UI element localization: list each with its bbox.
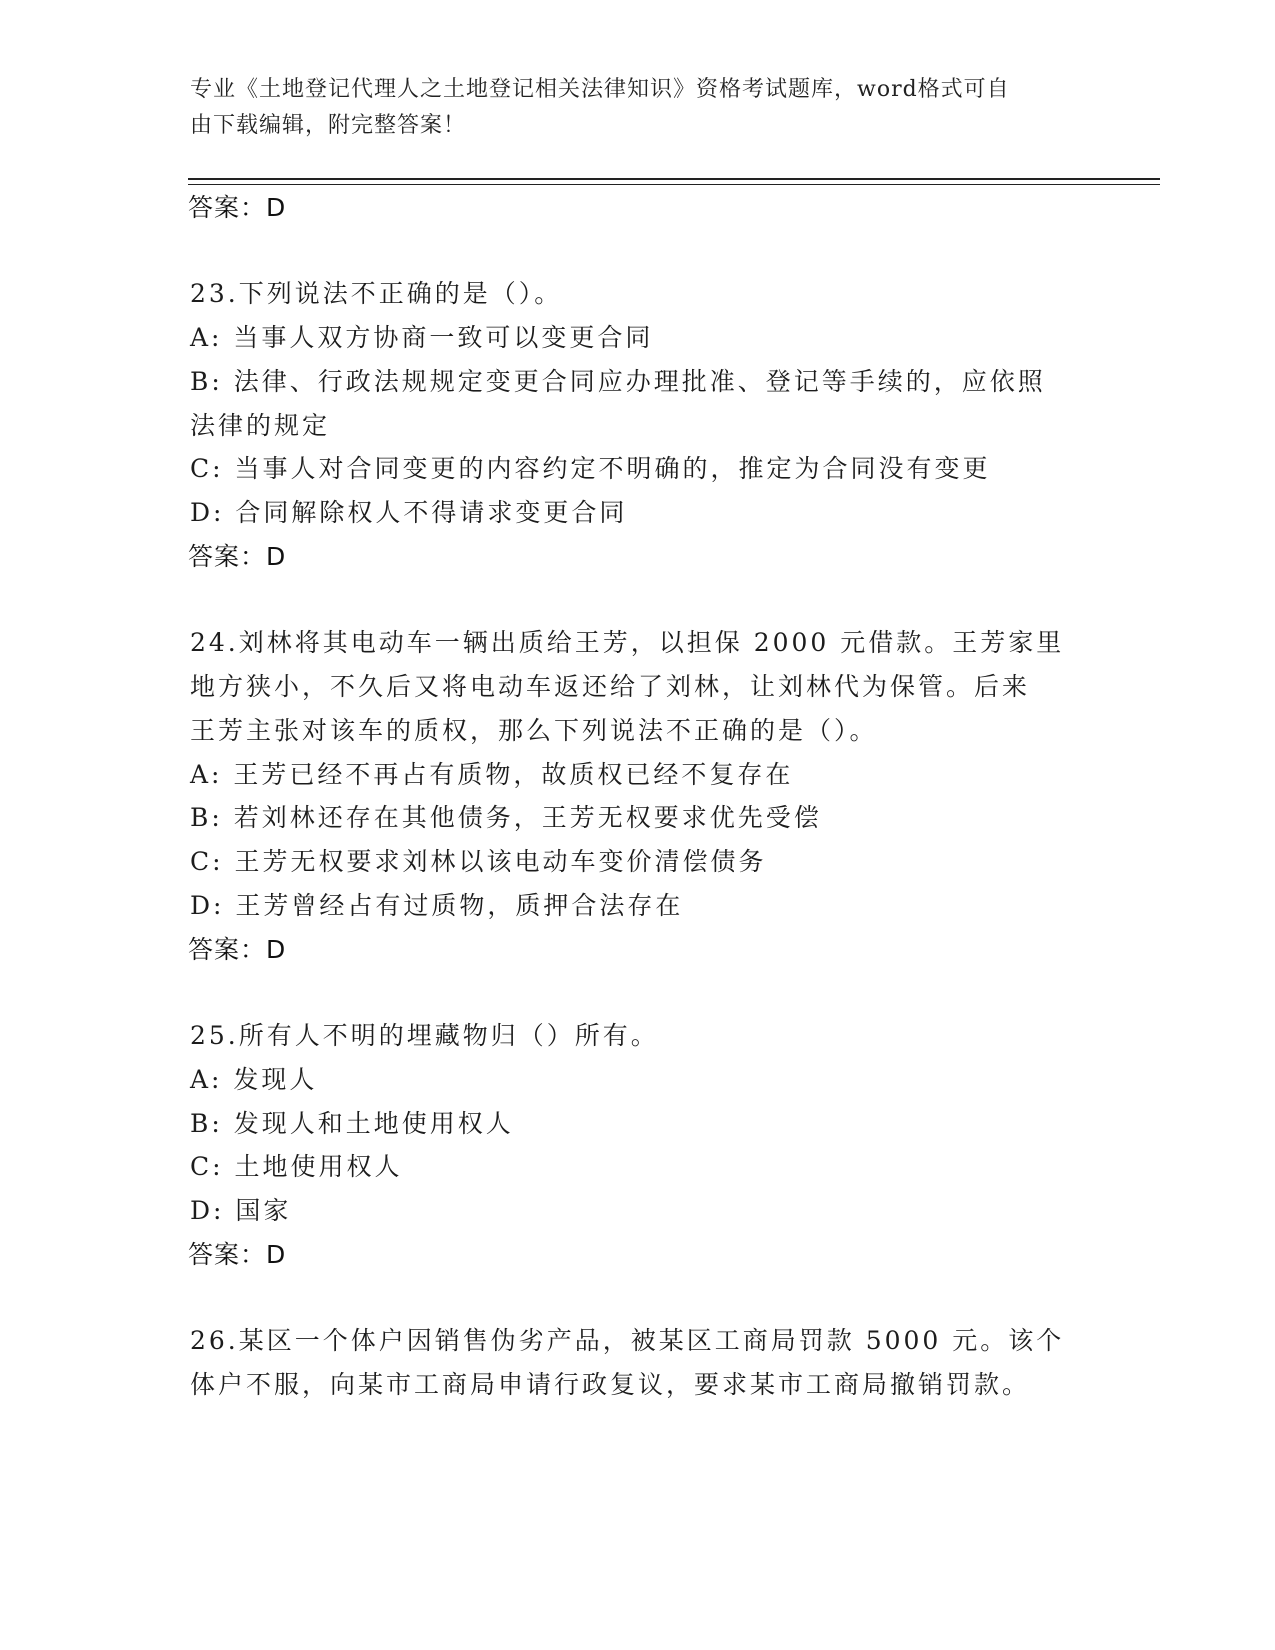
question-25-text: 25.所有人不明的埋藏物归（）所有。 (190, 1021, 659, 1050)
question-23-option-c: C: 当事人对合同变更的内容约定不明确的，推定为合同没有变更 (190, 454, 991, 483)
header-line-1: 专业《土地登记代理人之土地登记相关法律知识》资格考试题库，word格式可自 (190, 77, 1010, 102)
question-25-answer: 答案：D (188, 1240, 287, 1269)
question-26-text-line-1: 26.某区一个体户因销售伪劣产品，被某区工商局罚款 5000 元。该个 (190, 1326, 1065, 1355)
question-23-answer: 答案：D (188, 542, 287, 571)
question-24-option-a: A: 王芳已经不再占有质物，故质权已经不复存在 (190, 760, 794, 789)
header-divider-thick (188, 178, 1160, 180)
question-25-option-d: D: 国家 (190, 1196, 292, 1225)
question-25-option-b: B: 发现人和土地使用权人 (190, 1109, 514, 1138)
header-divider-thin (188, 184, 1160, 185)
header-line-2: 由下载编辑，附完整答案！ (190, 113, 467, 138)
question-23-option-a: A: 当事人双方协商一致可以变更合同 (190, 323, 654, 352)
question-23-option-d: D: 合同解除权人不得请求变更合同 (190, 498, 628, 527)
question-23-option-b: B: 法律、行政法规规定变更合同应办理批准、登记等手续的，应依照 (190, 367, 1046, 396)
document-header (190, 72, 1070, 144)
question-24-text-line-1: 24.刘林将其电动车一辆出质给王芳，以担保 2000 元借款。王芳家里 (190, 628, 1065, 657)
question-23-option-b-continued: 法律的规定 (190, 411, 331, 440)
question-24-text-line-3: 王芳主张对该车的质权，那么下列说法不正确的是（）。 (190, 716, 878, 745)
question-26-text-line-2: 体户不服，向某市工商局申请行政复议，要求某市工商局撤销罚款。 (190, 1370, 1031, 1399)
question-23-text: 23.下列说法不正确的是（）。 (190, 279, 563, 308)
question-24-option-b: B: 若刘林还存在其他债务，王芳无权要求优先受偿 (190, 803, 822, 832)
answer-previous: 答案：D (188, 193, 287, 222)
question-24-option-c: C: 王芳无权要求刘林以该电动车变价清偿债务 (190, 847, 767, 876)
question-24-answer: 答案：D (188, 935, 287, 964)
question-24-text-line-2: 地方狭小，不久后又将电动车返还给了刘林，让刘林代为保管。后来 (190, 672, 1031, 701)
question-24-option-d: D: 王芳曾经占有过质物，质押合法存在 (190, 891, 684, 920)
question-25-option-a: A: 发现人 (190, 1065, 318, 1094)
question-25-option-c: C: 土地使用权人 (190, 1152, 403, 1181)
